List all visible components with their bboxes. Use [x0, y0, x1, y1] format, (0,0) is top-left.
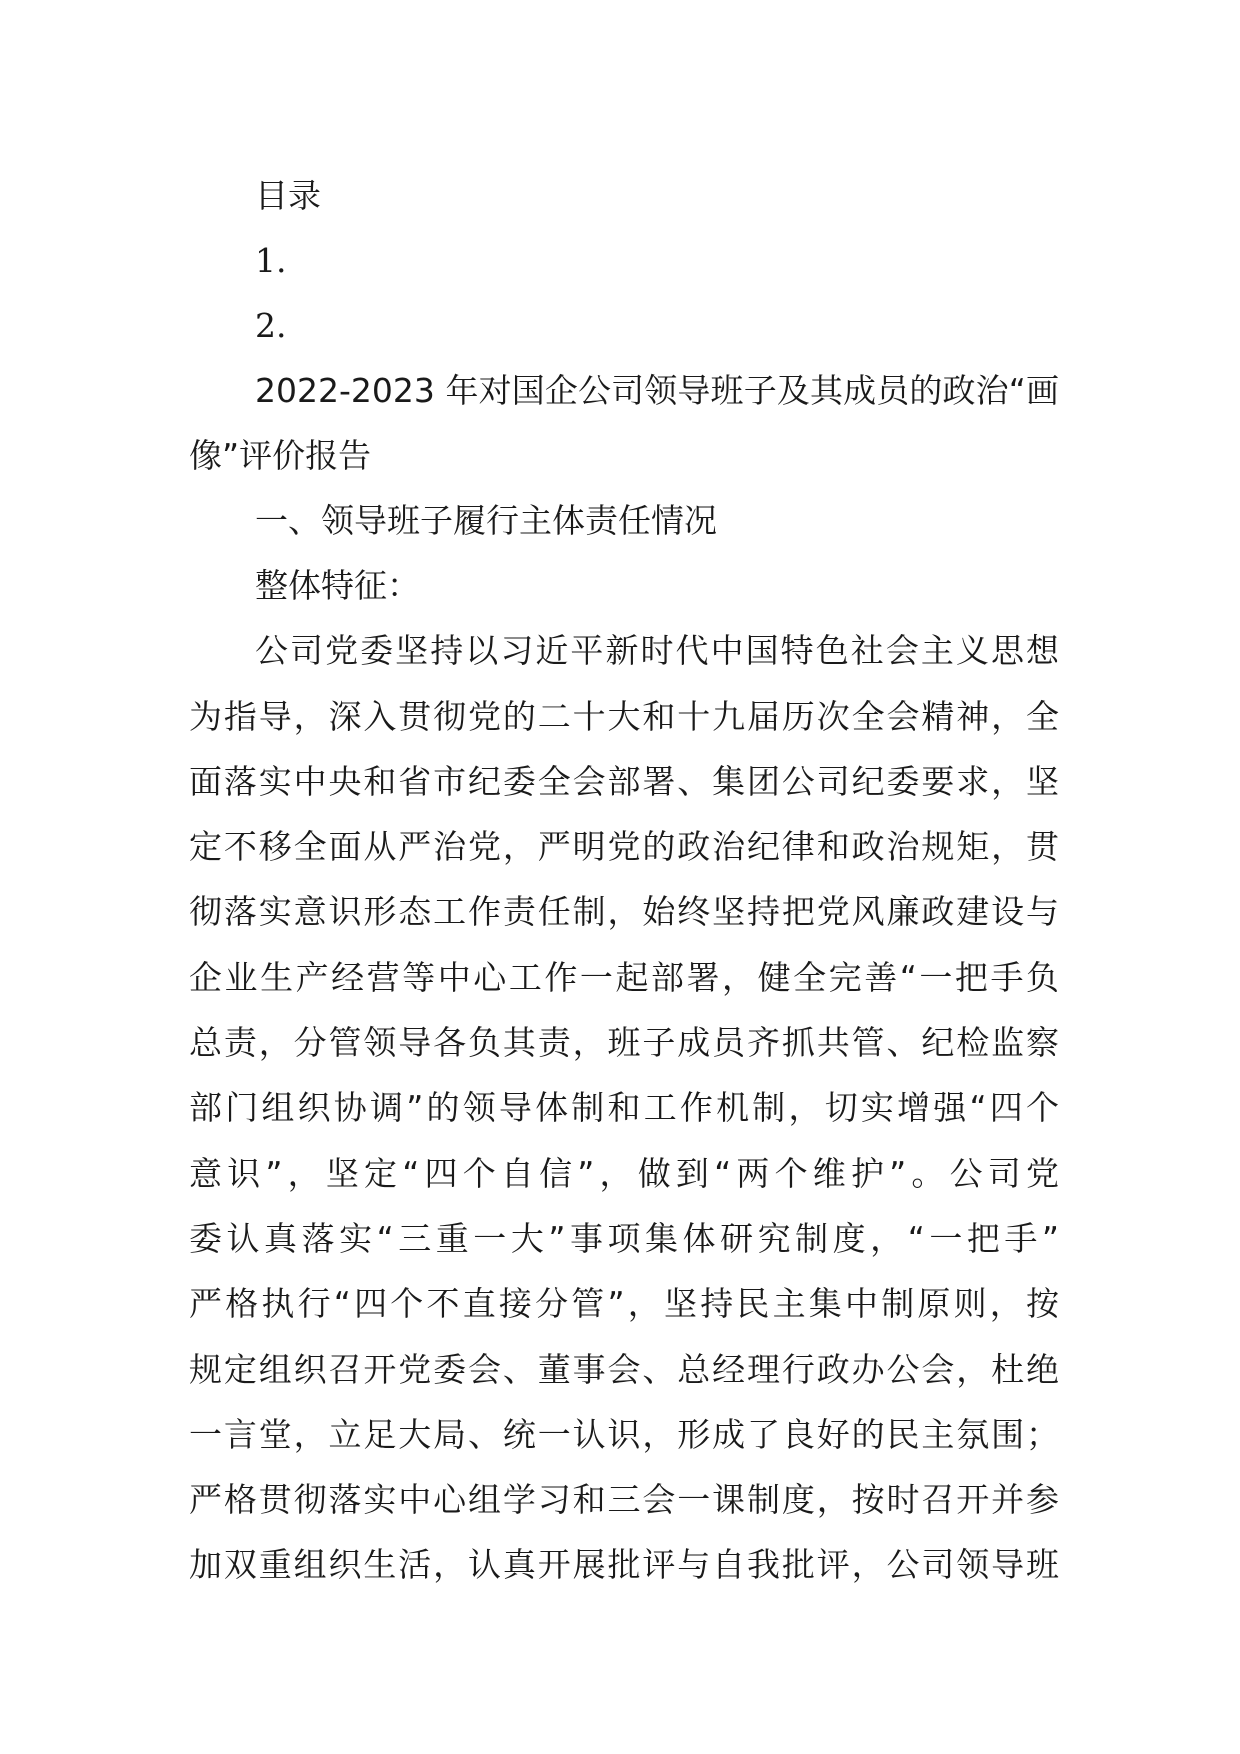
document-content: [189, 163, 1059, 1598]
paragraph-line: 彻落实意识形态工作责任制，始终坚持把党风廉政建设与: [189, 892, 1059, 932]
paragraph-line: 定不移全面从严治党，严明党的政治纪律和政治规矩，贯: [189, 827, 1059, 867]
report-title-line-1: 2022-2023 年对国企公司领导班子及其成员的政治“画: [255, 371, 1059, 410]
paragraph-line: 面落实中央和省市纪委全会部署、集团公司纪委要求，坚: [189, 761, 1059, 801]
toc-item-2: 2.: [255, 306, 287, 345]
paragraph-line: 总责，分管领导各负其责，班子成员齐抓共管、纪检监察: [189, 1023, 1059, 1063]
paragraph-line: 加双重组织生活，认真开展批评与自我批评，公司领导班: [189, 1545, 1059, 1585]
paragraph-line: 严格贯彻落实中心组学习和三会一课制度，按时召开并参: [189, 1480, 1059, 1520]
paragraph-line: 一言堂，立足大局、统一认识，形成了良好的民主氛围；: [189, 1414, 1059, 1454]
report-title-line-2: 像”评价报告: [189, 436, 372, 476]
toc-item-1: 1.: [255, 241, 287, 280]
toc-heading: 目录: [255, 176, 321, 215]
paragraph-line: 委认真落实“三重一大”事项集体研究制度，“一把手”: [189, 1218, 1059, 1258]
section-subheading: 整体特征：: [255, 566, 420, 606]
paragraph-line: 公司党委坚持以习近平新时代中国特色社会主义思想: [255, 631, 1059, 671]
section-heading: 一、领导班子履行主体责任情况: [255, 501, 717, 541]
paragraph-line: 意识”，坚定“四个自信”，做到“两个维护”。公司党: [189, 1153, 1059, 1193]
paragraph-line: 规定组织召开党委会、董事会、总经理行政办公会，杜绝: [189, 1349, 1059, 1389]
paragraph-line: 企业生产经营等中心工作一起部署，健全完善“一把手负: [189, 957, 1059, 997]
paragraph-line: 严格执行“四个不直接分管”，坚持民主集中制原则，按: [189, 1284, 1059, 1324]
paragraph-line: 部门组织协调”的领导体制和工作机制，切实增强“四个: [189, 1088, 1059, 1128]
body-paragraph: [189, 618, 1059, 1597]
paragraph-line: 为指导，深入贯彻党的二十大和十九届历次全会精神，全: [189, 696, 1059, 736]
